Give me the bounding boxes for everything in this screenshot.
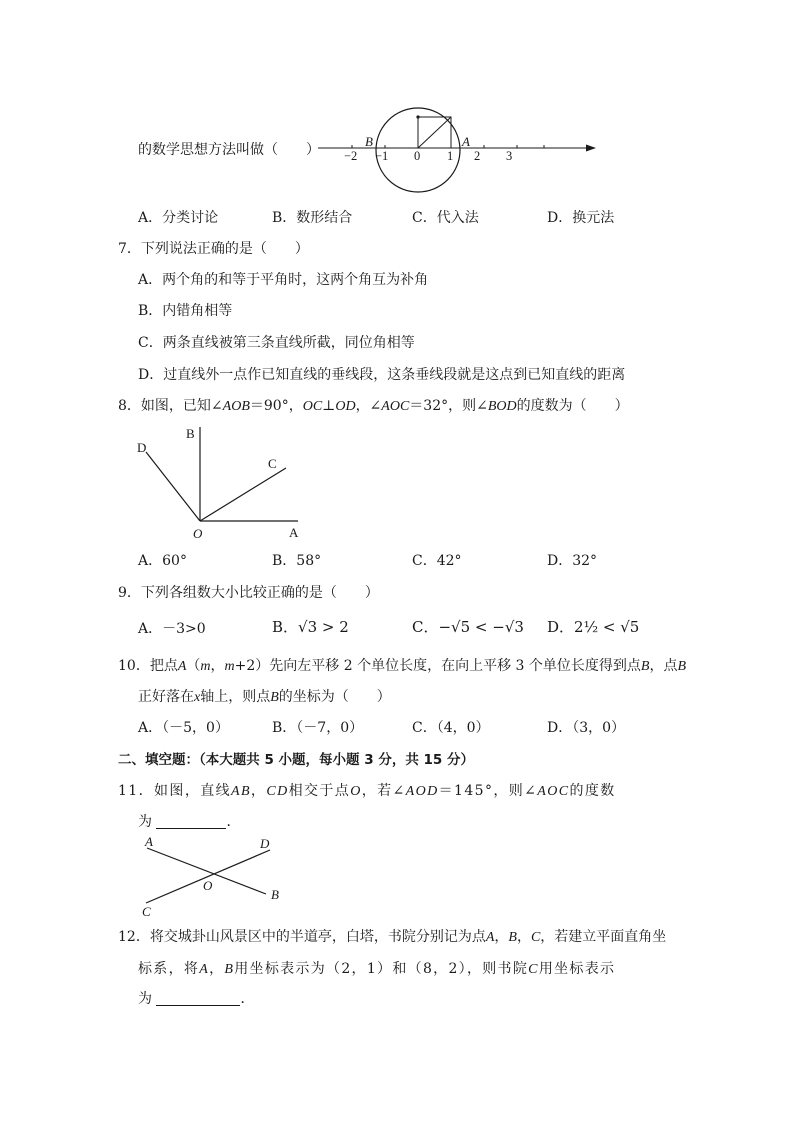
q11-stem-line1: 11．如图，直线AB，CD相交于点O，若∠AOD＝145°，则∠AOC的度数 [118, 783, 616, 799]
q11-label-A: A [145, 834, 153, 849]
q12-stem-line2: 标系，将A，B用坐标表示为（2，1）和（8，2），则书院C用坐标表示 [138, 961, 616, 977]
q6-option-a: A．分类讨论 [138, 210, 219, 226]
q6-label-A: A [462, 134, 470, 149]
q6-tick-label: −1 [375, 149, 389, 163]
q6-label-B: B [365, 134, 373, 149]
q7-stem: 7．下列说法正确的是（ ） [118, 241, 309, 257]
q6-tick-label: −2 [344, 149, 358, 163]
q7-option-c: C．两条直线被第三条直线所截，同位角相等 [138, 335, 415, 351]
q11-label-D: D [260, 836, 270, 851]
q11-label-O: O [203, 878, 213, 893]
q6-stem: 的数学思想方法叫做（ ） [138, 142, 320, 158]
q6-option-b: B．数形结合 [272, 210, 353, 226]
q6-tick-label: 2 [474, 149, 481, 163]
q8-label-A: A [289, 525, 299, 540]
section-2-title: 二、填空题：（本大题共 5 小题，每小题 3 分，共 15 分） [118, 752, 475, 768]
q10-stem-line1: 10．把点A（m，m+2）先向左平移 2 个单位长度，在向上平移 3 个单位长度得到点B，点B [118, 658, 687, 674]
q6-tick-label: 0 [414, 149, 421, 163]
q9-option-d: D．2½ < √5 [547, 618, 640, 636]
q10-option-a: A．（－5，0） [138, 720, 229, 736]
q8-option-d: D．32° [547, 553, 598, 569]
q8-option-b: B．58° [272, 553, 322, 569]
q9-option-b: B．√3 > 2 [272, 618, 349, 636]
q10-stem-line2: 正好落在x轴上，则点B的坐标为（ ） [138, 689, 391, 705]
q8-stem: 8．如图，已知∠AOB＝90°，OC⊥OD，∠AOC＝32°，则∠BOD的度数为（ ） [118, 398, 629, 414]
q7-option-a: A．两个角的和等于平角时，这两个角互为补角 [138, 272, 429, 288]
q8-label-O: O [193, 526, 203, 541]
q6-tick-label: 3 [506, 149, 513, 163]
q6-option-c: C．代入法 [412, 210, 479, 226]
q8-option-a: A．60° [138, 553, 187, 569]
q8-label-C: C [268, 456, 277, 471]
q9-stem: 9．下列各组数大小比较正确的是（ ） [118, 585, 379, 601]
q11-label-B: B [271, 887, 279, 902]
q10-option-b: B．（－7，0） [272, 720, 364, 736]
q8-label-D: D [137, 440, 147, 455]
q12-answer-blank[interactable] [156, 991, 240, 1006]
q7-option-d: D．过直线外一点作已知直线的垂线段，这条垂线段就是这点到已知直线的距离 [138, 367, 626, 383]
q6-option-d: D．换元法 [547, 210, 615, 226]
q12-stem-line1: 12．将交城卦山风景区中的半道亭，白塔，书院分别记为点A，B，C，若建立平面直角坐 [118, 929, 667, 945]
q8-label-B: B [186, 426, 195, 441]
q9-option-a: A．－3>0 [138, 621, 206, 637]
q8-option-c: C．42° [412, 553, 462, 569]
q10-option-c: C．（4，0） [412, 720, 490, 736]
q9-option-c: C．−√5 < −√3 [412, 618, 524, 636]
q12-stem-line3: 为 ． [138, 991, 255, 1007]
q11-label-C: C [142, 904, 151, 919]
q11-stem-line2: 为 ． [138, 814, 241, 830]
q7-option-b: B．内错角相等 [138, 303, 233, 319]
q6-tick-label: 1 [447, 149, 454, 163]
q10-option-d: D．（3，0） [547, 720, 626, 736]
